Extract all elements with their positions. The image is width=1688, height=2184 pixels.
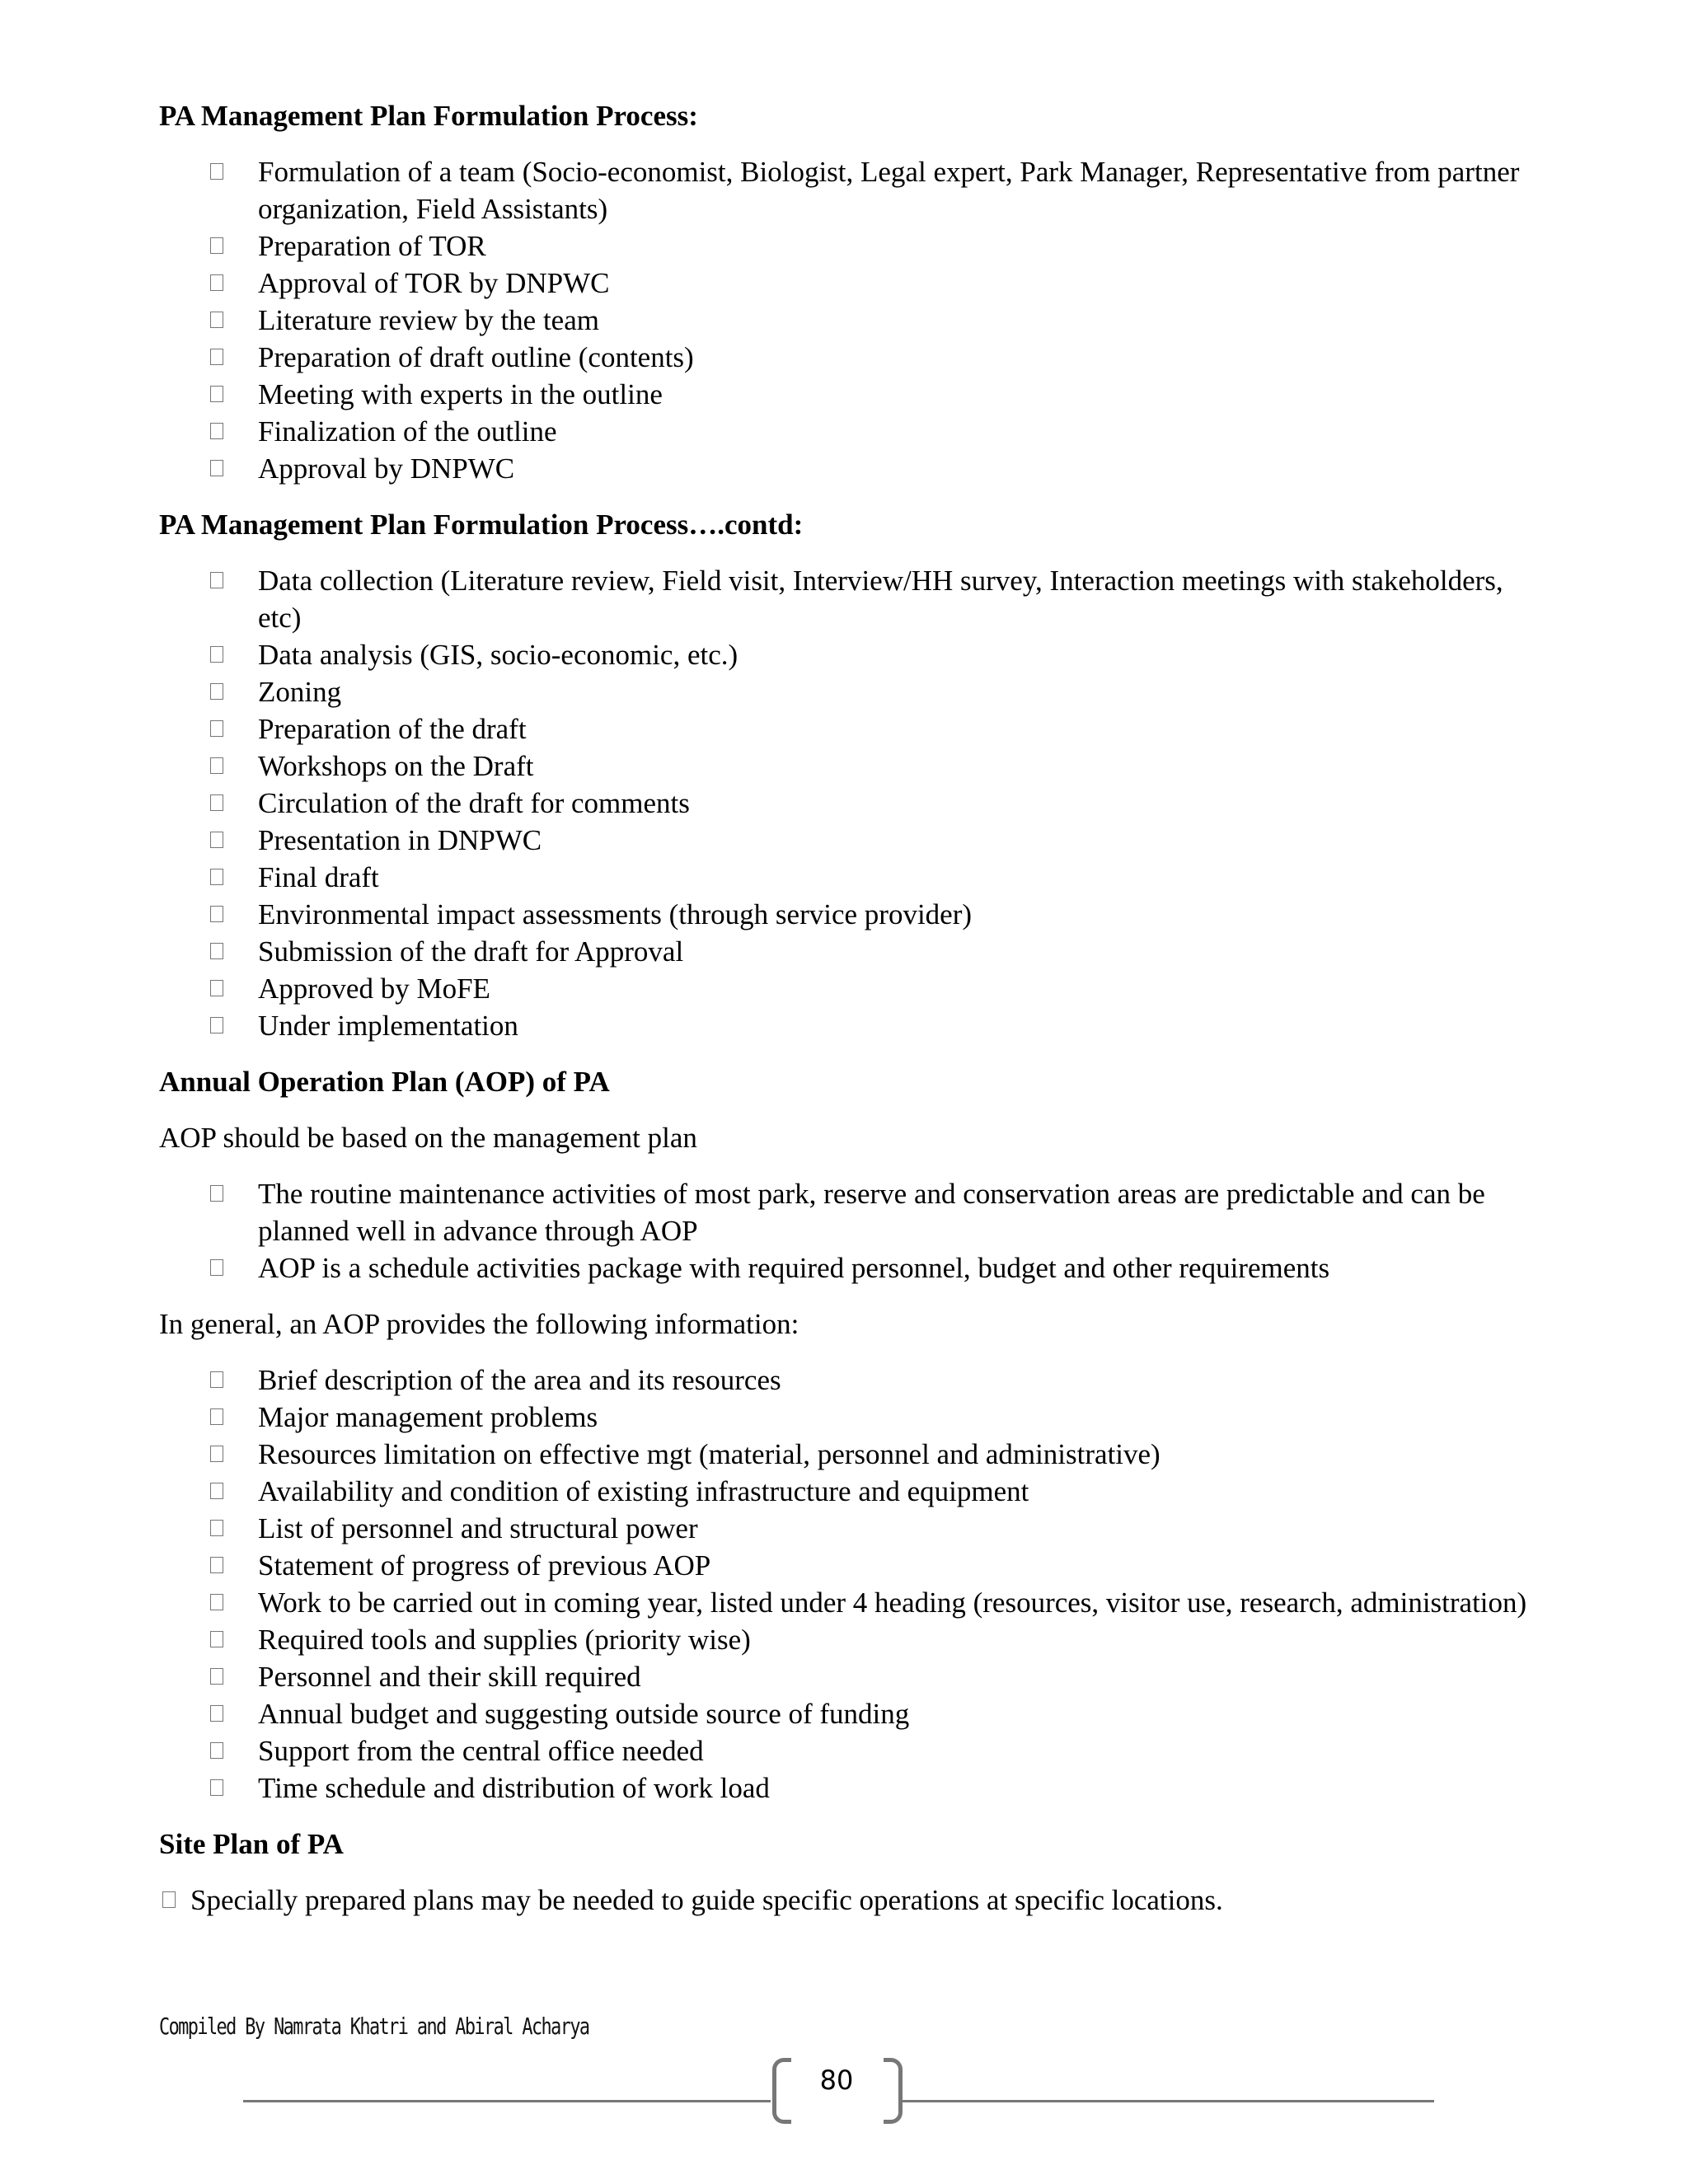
footer-divider-right [898, 2100, 1434, 2102]
section-heading: Annual Operation Plan (AOP) of PA [159, 1066, 610, 1098]
list-item: Finalization of the outline [159, 413, 1544, 450]
checkbox-bullet-icon [210, 1742, 223, 1759]
list-item: Preparation of draft outline (contents) [159, 339, 1544, 376]
list-item: Major management problems [159, 1399, 1544, 1436]
section-heading: Site Plan of PA [159, 1828, 344, 1860]
checkbox-bullet-icon [210, 163, 223, 180]
checkbox-bullet-icon [210, 423, 223, 439]
list-item: Work to be carried out in coming year, listed under 4 heading (resources, visitor use, research, administration) [159, 1584, 1544, 1621]
list-item: Approval of TOR by DNPWC [159, 265, 1544, 302]
list-item: Circulation of the draft for comments [159, 785, 1544, 822]
list-item: Workshops on the Draft [159, 748, 1544, 785]
checkbox-bullet-icon [210, 1557, 223, 1573]
list-item: Data analysis (GIS, socio-economic, etc.) [159, 636, 1544, 673]
checkbox-bullet-icon [210, 794, 223, 811]
bullet-list [159, 1361, 1544, 1807]
checkbox-bullet-icon [162, 1891, 176, 1908]
footer-divider-left [243, 2100, 771, 2102]
checkbox-bullet-icon [210, 1631, 223, 1647]
list-item: Meeting with experts in the outline [159, 376, 1544, 413]
checkbox-bullet-icon [210, 1371, 223, 1388]
section-formulation-process-contd [159, 506, 1544, 1044]
section-site-plan [159, 1825, 1544, 1919]
checkbox-bullet-icon [210, 1185, 223, 1202]
checkbox-bullet-icon [210, 237, 223, 254]
bullet-list [159, 1175, 1544, 1286]
list-item: Approval by DNPWC [159, 450, 1544, 487]
list-item: Personnel and their skill required [159, 1658, 1544, 1695]
list-item: Time schedule and distribution of work load [159, 1769, 1544, 1807]
checkbox-bullet-icon [210, 1017, 223, 1033]
checkbox-bullet-icon [210, 720, 223, 737]
bullet-list [159, 153, 1544, 487]
checkbox-bullet-icon [210, 1259, 223, 1276]
list-item: Required tools and supplies (priority wise) [159, 1621, 1544, 1658]
checkbox-bullet-icon [210, 312, 223, 328]
checkbox-bullet-icon [210, 683, 223, 700]
checkbox-bullet-icon [210, 572, 223, 588]
section-aop [159, 1063, 1544, 1807]
list-item: Support from the central office needed [159, 1732, 1544, 1769]
checkbox-bullet-icon [210, 646, 223, 663]
checkbox-bullet-icon [210, 1779, 223, 1796]
list-item: Availability and condition of existing infrastructure and equipment [159, 1473, 1544, 1510]
list-item: List of personnel and structural power [159, 1510, 1544, 1547]
list-item: Submission of the draft for Approval [159, 933, 1544, 970]
checkbox-bullet-icon [210, 386, 223, 402]
list-item: Annual budget and suggesting outside source of funding [159, 1695, 1544, 1732]
checkbox-bullet-icon [210, 1483, 223, 1499]
page-number-bracket-right [884, 2058, 903, 2124]
list-item: Data collection (Literature review, Field visit, Interview/HH survey, Interaction meetings with stakeholders, etc) [159, 562, 1544, 636]
page-number: 80 [819, 2064, 854, 2096]
checkbox-bullet-icon [210, 906, 223, 922]
checkbox-bullet-icon [210, 757, 223, 774]
list-item: Statement of progress of previous AOP [159, 1547, 1544, 1584]
list-item: Under implementation [159, 1007, 1544, 1044]
page-number-bracket-left [772, 2058, 791, 2124]
document-body [159, 97, 1544, 1938]
checkbox-bullet-icon [210, 980, 223, 996]
paragraph: AOP should be based on the management plan [159, 1122, 697, 1154]
list-item: Literature review by the team [159, 302, 1544, 339]
list-item: Presentation in DNPWC [159, 822, 1544, 859]
footer-credit: Compiled By Namrata Khatri and Abiral Acharya [159, 2013, 589, 2040]
list-item: Preparation of the draft [159, 710, 1544, 748]
checkbox-bullet-icon [210, 1594, 223, 1610]
section-heading: PA Management Plan Formulation Process: [159, 100, 698, 132]
checkbox-bullet-icon [210, 1446, 223, 1462]
list-item: The routine maintenance activities of most park, reserve and conservation areas are predictable and can be planned well in advance through AOP [159, 1175, 1544, 1249]
list-item: Resources limitation on effective mgt (material, personnel and administrative) [159, 1436, 1544, 1473]
list-item: Environmental impact assessments (through service provider) [159, 896, 1544, 933]
checkbox-bullet-icon [210, 1705, 223, 1722]
checkbox-bullet-icon [210, 460, 223, 476]
section-formulation-process [159, 97, 1544, 487]
checkbox-bullet-icon [210, 1408, 223, 1425]
list-item: Final draft [159, 859, 1544, 896]
checkbox-bullet-icon [210, 869, 223, 885]
paragraph: In general, an AOP provides the following information: [159, 1308, 799, 1340]
checkbox-bullet-icon [210, 943, 223, 959]
list-item: Zoning [159, 673, 1544, 710]
checkbox-bullet-icon [210, 274, 223, 291]
checkbox-bullet-icon [210, 1668, 223, 1685]
checkbox-bullet-icon [210, 349, 223, 365]
bullet-list [159, 562, 1544, 1044]
checkbox-bullet-icon [210, 1520, 223, 1536]
list-item: Specially prepared plans may be needed to guide specific operations at specific locations. [159, 1882, 1544, 1919]
list-item: Approved by MoFE [159, 970, 1544, 1007]
list-item: AOP is a schedule activities package with required personnel, budget and other requirements [159, 1249, 1544, 1286]
list-item: Formulation of a team (Socio-economist, Biologist, Legal expert, Park Manager, Representative from partner organization, Field Assistants) [159, 153, 1544, 227]
section-heading: PA Management Plan Formulation Process….contd: [159, 509, 804, 541]
list-item: Brief description of the area and its resources [159, 1361, 1544, 1399]
list-item: Preparation of TOR [159, 227, 1544, 265]
checkbox-bullet-icon [210, 832, 223, 848]
